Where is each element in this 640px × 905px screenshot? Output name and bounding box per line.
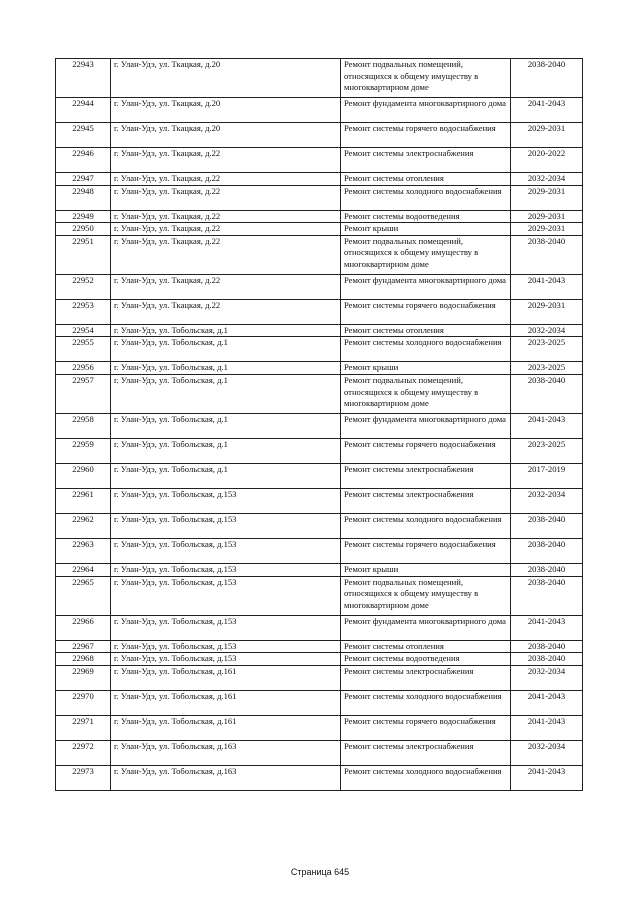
row-years: 2017-2019	[511, 463, 583, 488]
row-years: 2023-2025	[511, 438, 583, 463]
row-id: 22973	[56, 765, 111, 790]
row-years: 2032-2034	[511, 173, 583, 186]
row-address: г. Улан-Удэ, ул. Тобольская, д.161	[111, 665, 341, 690]
row-years: 2038-2040	[511, 374, 583, 413]
row-work-type: Ремонт фундамента многоквартирного дома	[341, 413, 511, 438]
row-years: 2038-2040	[511, 653, 583, 666]
row-address: г. Улан-Удэ, ул. Тобольская, д.153	[111, 563, 341, 576]
row-address: г. Улан-Удэ, ул. Тобольская, д.163	[111, 765, 341, 790]
row-id: 22963	[56, 538, 111, 563]
row-years: 2041-2043	[511, 98, 583, 123]
row-id: 22948	[56, 185, 111, 210]
row-work-type: Ремонт системы холодного водоснабжения	[341, 337, 511, 362]
row-address: г. Улан-Удэ, ул. Ткацкая, д.20	[111, 123, 341, 148]
row-years: 2029-2031	[511, 123, 583, 148]
row-work-type: Ремонт системы горячего водоснабжения	[341, 538, 511, 563]
row-address: г. Улан-Удэ, ул. Тобольская, д.161	[111, 715, 341, 740]
row-address: г. Улан-Удэ, ул. Тобольская, д.1	[111, 438, 341, 463]
table-row	[56, 235, 583, 274]
row-years: 2029-2031	[511, 223, 583, 236]
row-work-type: Ремонт системы электроснабжения	[341, 148, 511, 173]
row-address: г. Улан-Удэ, ул. Ткацкая, д.22	[111, 299, 341, 324]
row-work-type: Ремонт системы горячего водоснабжения	[341, 123, 511, 148]
row-work-type: Ремонт подвальных помещений, относящихся к общему имуществу в многоквартирном доме	[341, 374, 511, 413]
row-years: 2029-2031	[511, 210, 583, 223]
row-years: 2032-2034	[511, 665, 583, 690]
row-work-type: Ремонт системы горячего водоснабжения	[341, 715, 511, 740]
table-row	[56, 463, 583, 488]
row-years: 2029-2031	[511, 185, 583, 210]
table-row	[56, 274, 583, 299]
table-row	[56, 337, 583, 362]
row-work-type: Ремонт фундамента многоквартирного дома	[341, 274, 511, 299]
table-row	[56, 615, 583, 640]
row-address: г. Улан-Удэ, ул. Тобольская, д.153	[111, 653, 341, 666]
table-row	[56, 715, 583, 740]
row-years: 2041-2043	[511, 690, 583, 715]
table-row	[56, 576, 583, 615]
row-address: г. Улан-Удэ, ул. Тобольская, д.163	[111, 740, 341, 765]
row-work-type: Ремонт подвальных помещений, относящихся к общему имуществу в многоквартирном доме	[341, 576, 511, 615]
row-address: г. Улан-Удэ, ул. Тобольская, д.153	[111, 576, 341, 615]
row-years: 2041-2043	[511, 615, 583, 640]
row-address: г. Улан-Удэ, ул. Ткацкая, д.22	[111, 223, 341, 236]
table-row	[56, 98, 583, 123]
row-work-type: Ремонт фундамента многоквартирного дома	[341, 98, 511, 123]
row-work-type: Ремонт подвальных помещений, относящихся к общему имуществу в многоквартирном доме	[341, 235, 511, 274]
table-row	[56, 653, 583, 666]
row-id: 22972	[56, 740, 111, 765]
row-address: г. Улан-Удэ, ул. Ткацкая, д.22	[111, 185, 341, 210]
row-id: 22946	[56, 148, 111, 173]
row-years: 2032-2034	[511, 324, 583, 337]
row-work-type: Ремонт крыши	[341, 563, 511, 576]
table-row	[56, 563, 583, 576]
row-years: 2023-2025	[511, 337, 583, 362]
row-work-type: Ремонт системы электроснабжения	[341, 463, 511, 488]
table-row	[56, 223, 583, 236]
table-row	[56, 690, 583, 715]
row-years: 2038-2040	[511, 538, 583, 563]
row-id: 22943	[56, 59, 111, 98]
row-years: 2038-2040	[511, 563, 583, 576]
row-id: 22944	[56, 98, 111, 123]
row-years: 2041-2043	[511, 765, 583, 790]
row-years: 2041-2043	[511, 715, 583, 740]
row-work-type: Ремонт системы электроснабжения	[341, 740, 511, 765]
row-id: 22966	[56, 615, 111, 640]
table-row	[56, 765, 583, 790]
table-row	[56, 185, 583, 210]
row-work-type: Ремонт системы отопления	[341, 640, 511, 653]
row-id: 22953	[56, 299, 111, 324]
table-body	[56, 59, 583, 791]
row-id: 22958	[56, 413, 111, 438]
table-row	[56, 640, 583, 653]
row-work-type: Ремонт крыши	[341, 362, 511, 375]
row-id: 22956	[56, 362, 111, 375]
row-years: 2032-2034	[511, 488, 583, 513]
row-years: 2038-2040	[511, 235, 583, 274]
row-address: г. Улан-Удэ, ул. Тобольская, д.153	[111, 640, 341, 653]
row-work-type: Ремонт системы горячего водоснабжения	[341, 299, 511, 324]
row-years: 2038-2040	[511, 513, 583, 538]
row-work-type: Ремонт системы холодного водоснабжения	[341, 185, 511, 210]
table-row	[56, 324, 583, 337]
table-row	[56, 665, 583, 690]
row-id: 22968	[56, 653, 111, 666]
row-id: 22954	[56, 324, 111, 337]
row-work-type: Ремонт системы водоотведения	[341, 653, 511, 666]
table-row	[56, 740, 583, 765]
row-id: 22971	[56, 715, 111, 740]
repair-schedule-table	[55, 58, 583, 791]
row-id: 22961	[56, 488, 111, 513]
table-row	[56, 123, 583, 148]
row-address: г. Улан-Удэ, ул. Ткацкая, д.20	[111, 98, 341, 123]
row-years: 2041-2043	[511, 413, 583, 438]
row-address: г. Улан-Удэ, ул. Ткацкая, д.22	[111, 274, 341, 299]
row-years: 2038-2040	[511, 640, 583, 653]
table-row	[56, 513, 583, 538]
row-id: 22959	[56, 438, 111, 463]
row-work-type: Ремонт системы горячего водоснабжения	[341, 438, 511, 463]
row-years: 2041-2043	[511, 274, 583, 299]
row-work-type: Ремонт системы холодного водоснабжения	[341, 513, 511, 538]
row-work-type: Ремонт фундамента многоквартирного дома	[341, 615, 511, 640]
table-row	[56, 148, 583, 173]
table-row	[56, 173, 583, 186]
table-row	[56, 210, 583, 223]
row-years: 2029-2031	[511, 299, 583, 324]
row-work-type: Ремонт крыши	[341, 223, 511, 236]
table-row	[56, 538, 583, 563]
row-id: 22947	[56, 173, 111, 186]
row-work-type: Ремонт системы электроснабжения	[341, 665, 511, 690]
row-work-type: Ремонт системы холодного водоснабжения	[341, 690, 511, 715]
row-address: г. Улан-Удэ, ул. Тобольская, д.153	[111, 488, 341, 513]
row-address: г. Улан-Удэ, ул. Тобольская, д.1	[111, 337, 341, 362]
row-years: 2023-2025	[511, 362, 583, 375]
row-address: г. Улан-Удэ, ул. Тобольская, д.153	[111, 538, 341, 563]
row-id: 22945	[56, 123, 111, 148]
row-years: 2038-2040	[511, 576, 583, 615]
row-address: г. Улан-Удэ, ул. Ткацкая, д.22	[111, 235, 341, 274]
page-number: Страница 645	[290, 867, 350, 877]
row-work-type: Ремонт подвальных помещений, относящихся к общему имуществу в многоквартирном доме	[341, 59, 511, 98]
row-address: г. Улан-Удэ, ул. Тобольская, д.153	[111, 615, 341, 640]
row-work-type: Ремонт системы водоотведения	[341, 210, 511, 223]
row-id: 22949	[56, 210, 111, 223]
row-address: г. Улан-Удэ, ул. Тобольская, д.153	[111, 513, 341, 538]
table-row	[56, 59, 583, 98]
row-address: г. Улан-Удэ, ул. Тобольская, д.1	[111, 324, 341, 337]
row-address: г. Улан-Удэ, ул. Ткацкая, д.22	[111, 173, 341, 186]
table-row	[56, 299, 583, 324]
row-id: 22952	[56, 274, 111, 299]
row-years: 2038-2040	[511, 59, 583, 98]
row-address: г. Улан-Удэ, ул. Тобольская, д.1	[111, 374, 341, 413]
table-row	[56, 438, 583, 463]
row-years: 2020-2022	[511, 148, 583, 173]
row-work-type: Ремонт системы отопления	[341, 324, 511, 337]
table-row	[56, 374, 583, 413]
row-years: 2032-2034	[511, 740, 583, 765]
row-id: 22967	[56, 640, 111, 653]
row-id: 22955	[56, 337, 111, 362]
row-work-type: Ремонт системы электроснабжения	[341, 488, 511, 513]
row-address: г. Улан-Удэ, ул. Тобольская, д.161	[111, 690, 341, 715]
row-id: 22960	[56, 463, 111, 488]
row-address: г. Улан-Удэ, ул. Тобольская, д.1	[111, 362, 341, 375]
table-row	[56, 362, 583, 375]
row-address: г. Улан-Удэ, ул. Ткацкая, д.20	[111, 59, 341, 98]
table-row	[56, 413, 583, 438]
row-address: г. Улан-Удэ, ул. Ткацкая, д.22	[111, 148, 341, 173]
row-address: г. Улан-Удэ, ул. Тобольская, д.1	[111, 413, 341, 438]
row-id: 22962	[56, 513, 111, 538]
row-id: 22969	[56, 665, 111, 690]
row-id: 22951	[56, 235, 111, 274]
row-id: 22957	[56, 374, 111, 413]
row-work-type: Ремонт системы отопления	[341, 173, 511, 186]
row-id: 22950	[56, 223, 111, 236]
row-work-type: Ремонт системы холодного водоснабжения	[341, 765, 511, 790]
row-id: 22964	[56, 563, 111, 576]
table-row	[56, 488, 583, 513]
row-id: 22965	[56, 576, 111, 615]
row-address: г. Улан-Удэ, ул. Тобольская, д.1	[111, 463, 341, 488]
row-address: г. Улан-Удэ, ул. Ткацкая, д.22	[111, 210, 341, 223]
row-id: 22970	[56, 690, 111, 715]
